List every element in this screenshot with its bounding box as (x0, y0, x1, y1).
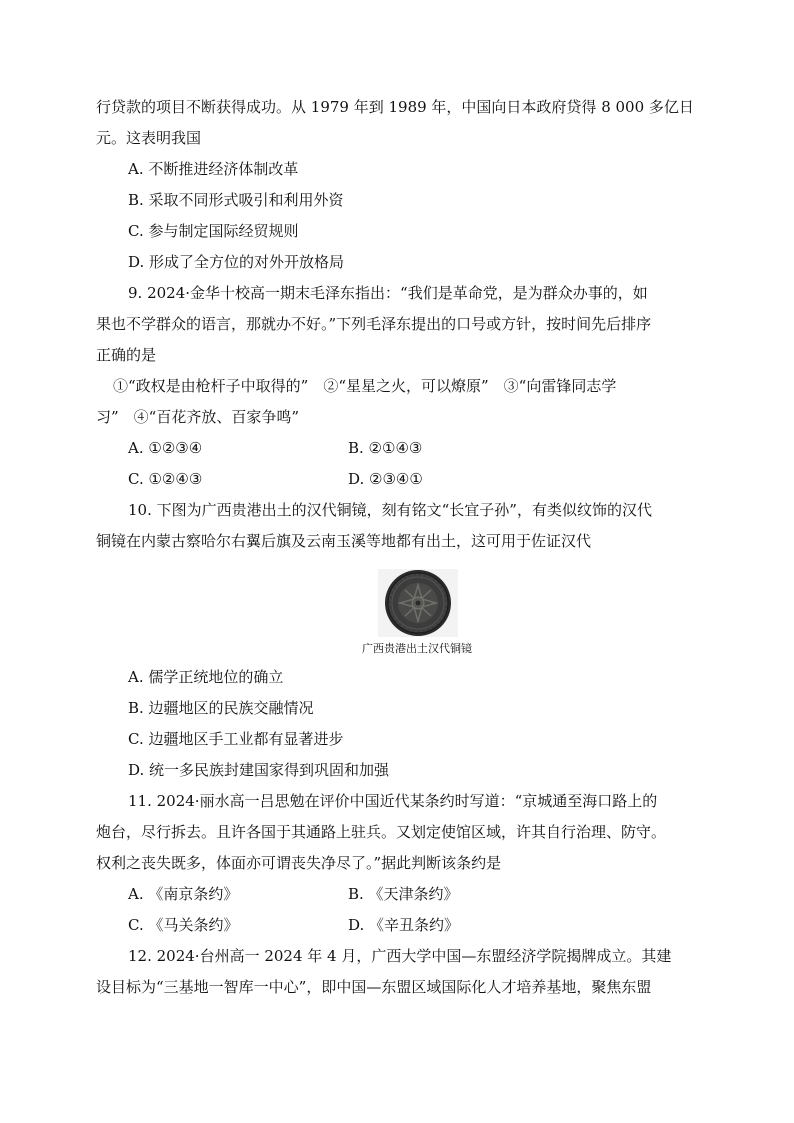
q8-line-1: 行贷款的项目不断获得成功。从 1979 年到 1989 年，中国向日本政府贷得 8 000 多亿日 (96, 98, 694, 116)
q10-option-b: B. 边疆地区的民族交融情况 (128, 699, 314, 717)
q10-line-1: 10. 下图为广西贵港出土的汉代铜镜，刻有铭文“长宜子孙”，有类似纹饰的汉代 (128, 501, 652, 519)
q8-option-a: A. 不断推进经济体制改革 (128, 160, 299, 178)
q9-line-2: 果也不学群众的语言，那就办不好。”下列毛泽东提出的口号或方针，按时间先后排序 (96, 315, 652, 333)
q11-option-d: D. 《辛丑条约》 (348, 916, 460, 934)
q11-option-b: B. 《天津条约》 (348, 885, 459, 903)
q11-option-a: A. 《南京条约》 (128, 885, 239, 903)
q9-option-d: D. ②③④① (348, 470, 423, 488)
q10-option-c: C. 边疆地区手工业都有显著进步 (128, 730, 344, 748)
q9-option-a: A. ①②③④ (128, 439, 203, 457)
q12-line-2: 设目标为“三基地一智库一中心”，即中国—东盟区域国际化人才培养基地，聚焦东盟 (96, 978, 652, 996)
q9-items-line-2: 习” ④“百花齐放、百家争鸣” (96, 408, 300, 426)
figure-caption: 广西贵港出土汉代铜镜 (362, 642, 472, 655)
q10-option-d: D. 统一多民族封建国家得到巩固和加强 (128, 761, 390, 779)
q9-items-line-1: ①“政权是由枪杆子中取得的” ②“星星之火，可以燎原” ③“向雷锋同志学 (113, 377, 617, 395)
q8-option-d: D. 形成了全方位的对外开放格局 (128, 253, 345, 271)
q9-option-c: C. ①②④③ (128, 470, 203, 488)
q8-option-b: B. 采取不同形式吸引和利用外资 (128, 191, 344, 209)
q9-option-b: B. ②①④③ (348, 439, 423, 457)
q8-option-c: C. 参与制定国际经贸规则 (128, 222, 299, 240)
q9-line-3: 正确的是 (96, 346, 157, 364)
q12-line-1: 12. 2024·台州高一 2024 年 4 月，广西大学中国—东盟经济学院揭牌成立。其建 (128, 947, 672, 965)
q11-line-2: 炮台，尽行拆去。且许各国于其通路上驻兵。又划定使馆区域，许其自行治理、防守。 (96, 823, 667, 841)
q11-line-3: 权利之丧失既多，体面亦可谓丧失净尽了。”据此判断该条约是 (96, 854, 502, 872)
q10-option-a: A. 儒学正统地位的确立 (128, 668, 284, 686)
q10-line-2: 铜镜在内蒙古察哈尔右翼后旗及云南玉溪等地都有出土，这可用于佐证汉代 (96, 532, 592, 550)
q8-line-2: 元。这表明我国 (96, 129, 202, 147)
q11-option-c: C. 《马关条约》 (128, 916, 239, 934)
bronze-mirror-image (378, 569, 458, 637)
q9-line-1: 9. 2024·金华十校高一期末毛泽东指出：“我们是革命党，是为群众办事的，如 (128, 284, 648, 302)
q11-line-1: 11. 2024·丽水高一吕思勉在评价中国近代某条约时写道：“京城通至海口路上的 (128, 792, 658, 810)
